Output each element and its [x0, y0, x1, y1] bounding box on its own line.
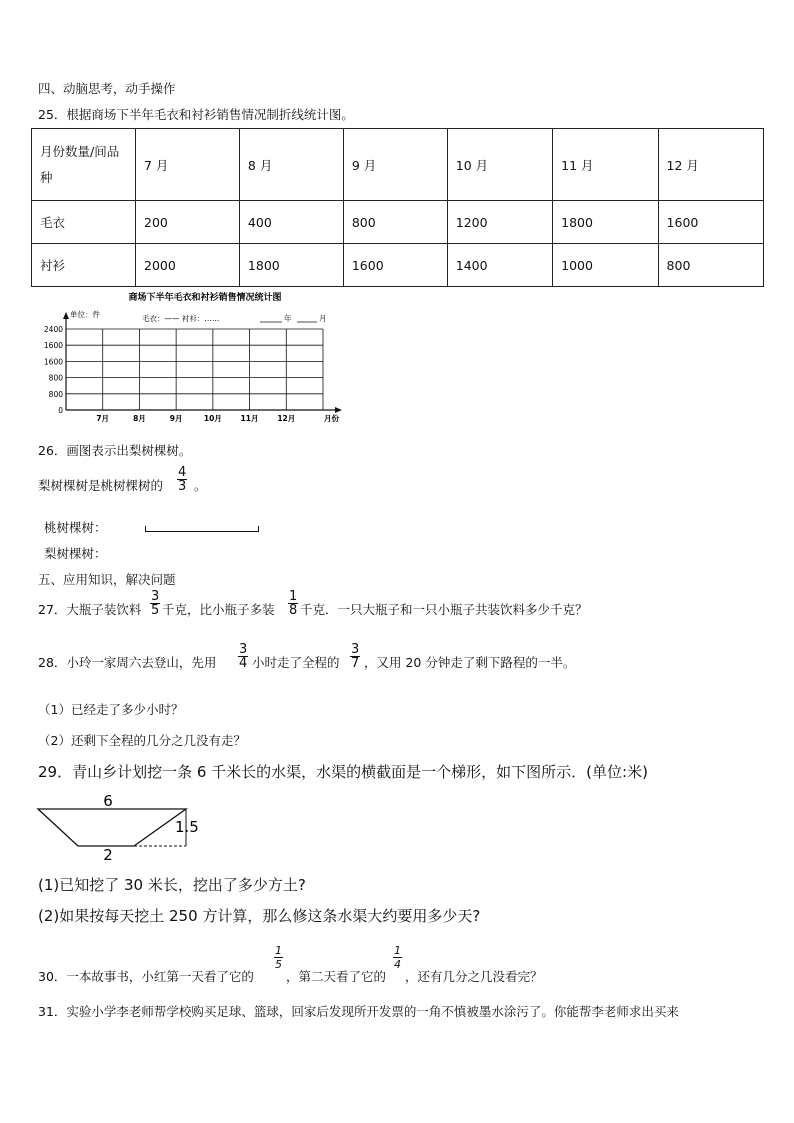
sales-table	[31, 128, 764, 287]
x-tick-label: 8月	[133, 414, 146, 423]
x-tick-label: 12月	[277, 414, 296, 423]
q27-text-2: 千克，比小瓶子多装	[162, 602, 275, 617]
bottom-length-label: 2	[103, 846, 113, 864]
q30-text-3: ，还有几分之几没看完？	[405, 969, 543, 984]
y-tick-label: 0	[58, 406, 63, 415]
q29-sub-2: (2)如果按每天挖土 250 方计算，那么修这条水渠大约要用多少天?	[38, 907, 481, 925]
question-29-stem: 29．青山乡计划挖一条 6 千米长的水渠，水渠的横截面是一个梯形，如下图所示．(单位:米)	[38, 763, 648, 781]
q30-text-2: ，第二天看了它的	[286, 969, 387, 984]
x-axis-arrow	[335, 407, 342, 413]
q26-line-2-end: 。	[194, 478, 207, 493]
blank-line-chart	[30, 288, 360, 428]
top-length-label: 6	[103, 792, 113, 810]
q27-text-1: 27．大瓶子装饮料	[38, 602, 142, 617]
q28-text-3: ，又用 20 分钟走了剩下路程的一半。	[364, 655, 576, 670]
x-tick-label: 7月	[96, 414, 110, 423]
month-header: 11 月	[553, 129, 658, 201]
trapezoid-shape	[38, 809, 186, 846]
month-header: 8 月	[239, 129, 343, 201]
q28-text-2: 小时走了全程的	[252, 655, 340, 670]
table-corner-cell	[32, 129, 136, 201]
table-cell: 1000	[553, 244, 658, 287]
fraction-1-4	[393, 944, 402, 971]
x-tick-label: 11月	[240, 414, 259, 423]
y-tick-label: 1600	[43, 341, 63, 351]
x-axis-unit-label: 月份	[324, 414, 339, 423]
section-5-title: 五、应用知识，解决问题	[38, 572, 176, 587]
q28-text-1: 28．小玲一家周六去登山，先用	[38, 655, 217, 670]
table-cell: 400	[239, 201, 343, 244]
fraction-numerator: 3	[151, 589, 160, 604]
table-cell: 800	[343, 201, 447, 244]
fraction-denominator: 7	[351, 656, 360, 671]
chart-legend: 毛衣：—— 衬衫：……	[142, 314, 220, 323]
fraction-numerator: 4	[178, 465, 187, 480]
table-cell: 1400	[447, 244, 552, 287]
q26-line-2-text: 梨树棵树是桃树棵树的	[38, 478, 164, 493]
chart-unit-label: 单位：件	[70, 310, 100, 319]
trapezoid-figure	[36, 789, 216, 864]
q30-text-1: 30．一本故事书，小红第一天看了它的	[38, 969, 254, 984]
row-name: 毛衣	[32, 201, 136, 244]
fraction-numerator: 1	[275, 944, 282, 957]
fraction-4-3	[177, 466, 187, 493]
y-tick-label: 1600	[43, 357, 63, 367]
chart-y-ticks	[44, 325, 63, 415]
y-tick-label: 800	[48, 373, 63, 383]
fraction-denominator: 8	[289, 603, 298, 618]
row-name: 衬衫	[32, 244, 136, 287]
chart-month-label: 月	[319, 314, 327, 323]
peach-tree-segment	[145, 526, 259, 532]
fraction-1-5	[274, 944, 283, 971]
fraction-denominator: 5	[151, 603, 160, 618]
chart-x-ticks	[96, 413, 339, 423]
question-31-stem: 31．实验小学李老师帮学校购买足球、篮球，回家后发现所开发票的一角不慎被墨水涂污了。你能帮李老师求出买来	[38, 1004, 679, 1019]
table-cell: 2000	[136, 244, 240, 287]
fraction-denominator: 4	[394, 958, 401, 971]
q28-sub-2: （2）还剩下全程的几分之几没有走？	[38, 733, 246, 748]
corner-line-1: 月份数量/间品	[40, 143, 120, 159]
fraction-denominator: 3	[178, 479, 187, 494]
fraction-denominator: 5	[275, 958, 282, 971]
fraction-3-7	[350, 643, 360, 670]
fraction-numerator: 1	[289, 589, 298, 604]
fraction-1-8	[288, 590, 298, 617]
fraction-denominator: 4	[239, 656, 248, 671]
fraction-3-5	[150, 590, 160, 617]
y-tick-label: 800	[48, 389, 63, 399]
section-4-title: 四、动脑思考，动手操作	[38, 81, 176, 96]
x-tick-label: 10月	[203, 414, 222, 423]
pear-tree-label: 梨树棵树：	[44, 546, 107, 561]
month-header: 7 月	[136, 129, 240, 201]
y-tick-label: 2400	[43, 325, 63, 334]
table-cell: 200	[136, 201, 240, 244]
table-cell: 1200	[447, 201, 552, 244]
chart-year-label: 年	[284, 314, 292, 323]
table-cell: 800	[658, 244, 763, 287]
q27-text-3: 千克．一只大瓶子和一只小瓶子共装饮料多少千克？	[300, 602, 588, 617]
fraction-numerator: 3	[239, 642, 248, 657]
table-header-row	[32, 129, 764, 201]
peach-tree-label: 桃树棵树：	[44, 520, 107, 535]
month-header: 12 月	[658, 129, 763, 201]
height-label: 1.5	[175, 818, 199, 836]
table-row	[32, 244, 764, 287]
fraction-3-4	[238, 643, 248, 670]
q28-sub-1: （1）已经走了多少小时？	[38, 702, 184, 717]
q29-sub-1: (1)已知挖了 30 米长，挖出了多少方土?	[38, 876, 306, 894]
table-cell: 1800	[553, 201, 658, 244]
fraction-numerator: 1	[394, 944, 401, 957]
y-axis-arrow	[63, 312, 69, 319]
table-row	[32, 201, 764, 244]
table-cell: 1600	[658, 201, 763, 244]
chart-grid	[63, 312, 342, 413]
table-cell: 1800	[239, 244, 343, 287]
month-header: 9 月	[343, 129, 447, 201]
month-header: 10 月	[447, 129, 552, 201]
question-25-stem: 25．根据商场下半年毛衣和衬衫销售情况制折线统计图。	[38, 107, 354, 122]
question-26-stem: 26．画图表示出梨树棵树。	[38, 443, 192, 458]
corner-line-2: 种	[40, 169, 53, 185]
table-cell: 1600	[343, 244, 447, 287]
x-tick-label: 9月	[169, 414, 183, 423]
fraction-numerator: 3	[351, 642, 360, 657]
chart-title: 商场下半年毛衣和衬衫销售情况统计图	[128, 293, 282, 303]
